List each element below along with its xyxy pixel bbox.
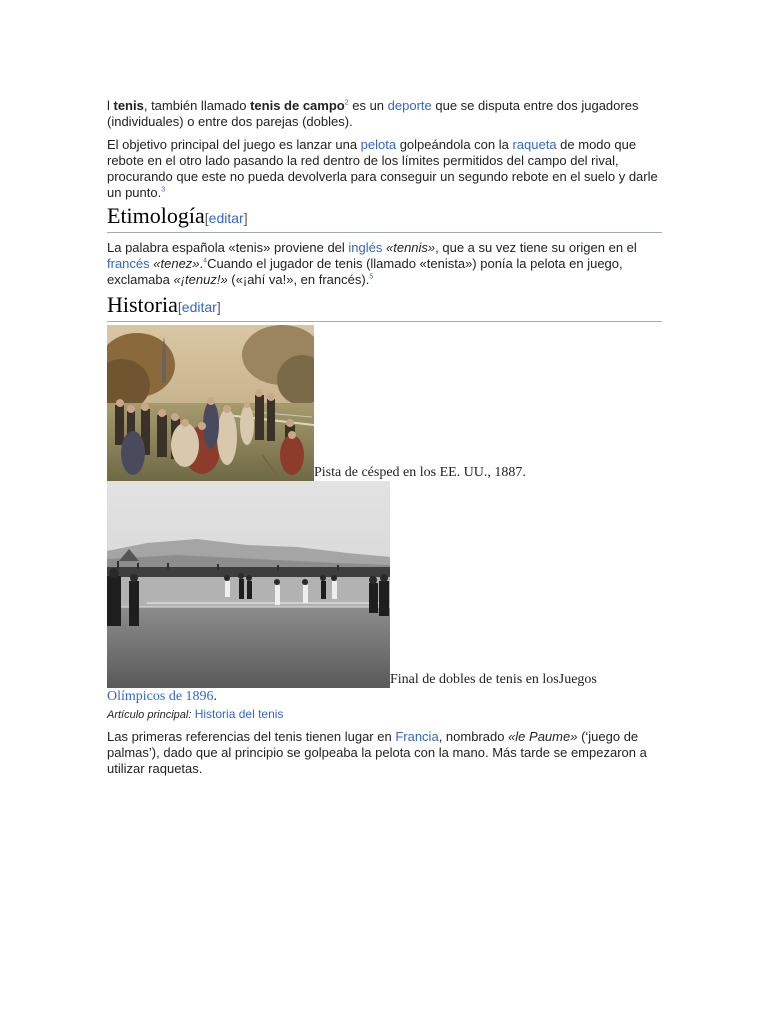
text: («¡ahí va!», en francés). — [227, 272, 370, 287]
term-tenuz: «¡tenuz!» — [173, 272, 228, 287]
text: La palabra española «tenis» proviene del — [107, 240, 349, 255]
etymology-paragraph — [107, 240, 662, 288]
text: , también llamado — [143, 98, 251, 113]
ref-2[interactable]: 2 — [344, 99, 349, 107]
ref-3[interactable]: 3 — [161, 186, 166, 194]
edit-label[interactable]: editar — [181, 299, 217, 315]
link-pelota[interactable]: pelota — [360, 137, 397, 152]
text: . — [199, 256, 204, 271]
olympics-1896-photo-image[interactable] — [107, 481, 390, 688]
heading-text: Historia — [107, 292, 178, 317]
term-tennis: «tennis» — [386, 240, 436, 255]
history-paragraph — [107, 729, 662, 777]
edit-label[interactable]: editar — [208, 210, 244, 226]
bracket: [ — [204, 210, 209, 226]
text: Las primeras referencias del tenis tienen lugar en — [107, 729, 396, 744]
term-tenis-de-campo: tenis de campo — [250, 98, 345, 113]
ref-5[interactable]: 5 — [369, 273, 374, 281]
bracket: ] — [216, 299, 221, 315]
heading-text: Etimología — [107, 203, 205, 228]
link-juegos-olimpicos-1896-part1[interactable]: Juegos — [558, 672, 597, 687]
link-deporte[interactable]: deporte — [387, 98, 432, 113]
edit-section-link[interactable] — [205, 210, 248, 226]
text: Cuando el jugador de tenis (llamado «tenista») ponía la pelota en juego, exclamaba — [107, 256, 623, 287]
lead-letter: l — [107, 98, 114, 113]
link-ingles[interactable]: inglés — [348, 240, 383, 255]
heading-historia — [107, 292, 662, 322]
term-le-paume: «le Paume» — [508, 729, 578, 744]
figure-1896-doubles — [107, 481, 662, 688]
main-article-label: Artículo principal: — [107, 709, 192, 721]
term-tenis: tenis — [113, 98, 144, 113]
figure-lawn-court — [107, 325, 662, 481]
main-article-note — [107, 706, 662, 723]
text: que se disputa entre dos jugadores (individuales) o entre dos parejas (dobles). — [107, 98, 639, 129]
link-juegos-olimpicos-1896-part2[interactable]: Olímpicos de 1896 — [107, 689, 214, 704]
text: . — [213, 689, 218, 704]
link-raqueta[interactable]: raqueta — [512, 137, 557, 152]
link-historia-del-tenis[interactable]: Historia del tenis — [194, 707, 284, 721]
text: El objetivo principal del juego es lanzar una — [107, 137, 361, 152]
link-francia[interactable]: Francia — [395, 729, 439, 744]
objective-paragraph — [107, 137, 662, 201]
lawn-tennis-painting-image[interactable] — [107, 325, 314, 481]
text: golpeándola con la — [396, 137, 513, 152]
caption-1896-doubles-text: Final de dobles de tenis en los — [390, 672, 559, 687]
heading-etimologia — [107, 203, 662, 233]
ref-4[interactable]: 4 — [203, 257, 208, 265]
term-tenez: «tenez» — [153, 256, 200, 271]
text: , que a su vez tiene su origen en el — [435, 240, 637, 255]
bracket: [ — [177, 299, 182, 315]
text: (‘juego de palmas’), dado que al principio se golpeaba la pelota con la mano. Más tarde se empezaron a utilizar raquetas. — [107, 729, 647, 776]
link-frances[interactable]: francés — [107, 256, 150, 271]
caption-lawn-court: Pista de césped en los EE. UU., 1887. — [314, 465, 526, 480]
edit-section-link[interactable] — [178, 299, 221, 315]
article-body — [107, 98, 662, 777]
text: de modo que rebote en el otro lado pasando la red dentro de los límites permitidos del campo del rival, procurando que este no pueda devolverla para conseguir un segundo rebote en el suelo y darle un punto. — [107, 137, 658, 200]
bracket: ] — [243, 210, 248, 226]
text: , nombrado — [438, 729, 509, 744]
caption-1896-continuation — [107, 688, 662, 705]
text: es un — [348, 98, 388, 113]
intro-paragraph — [107, 98, 662, 130]
